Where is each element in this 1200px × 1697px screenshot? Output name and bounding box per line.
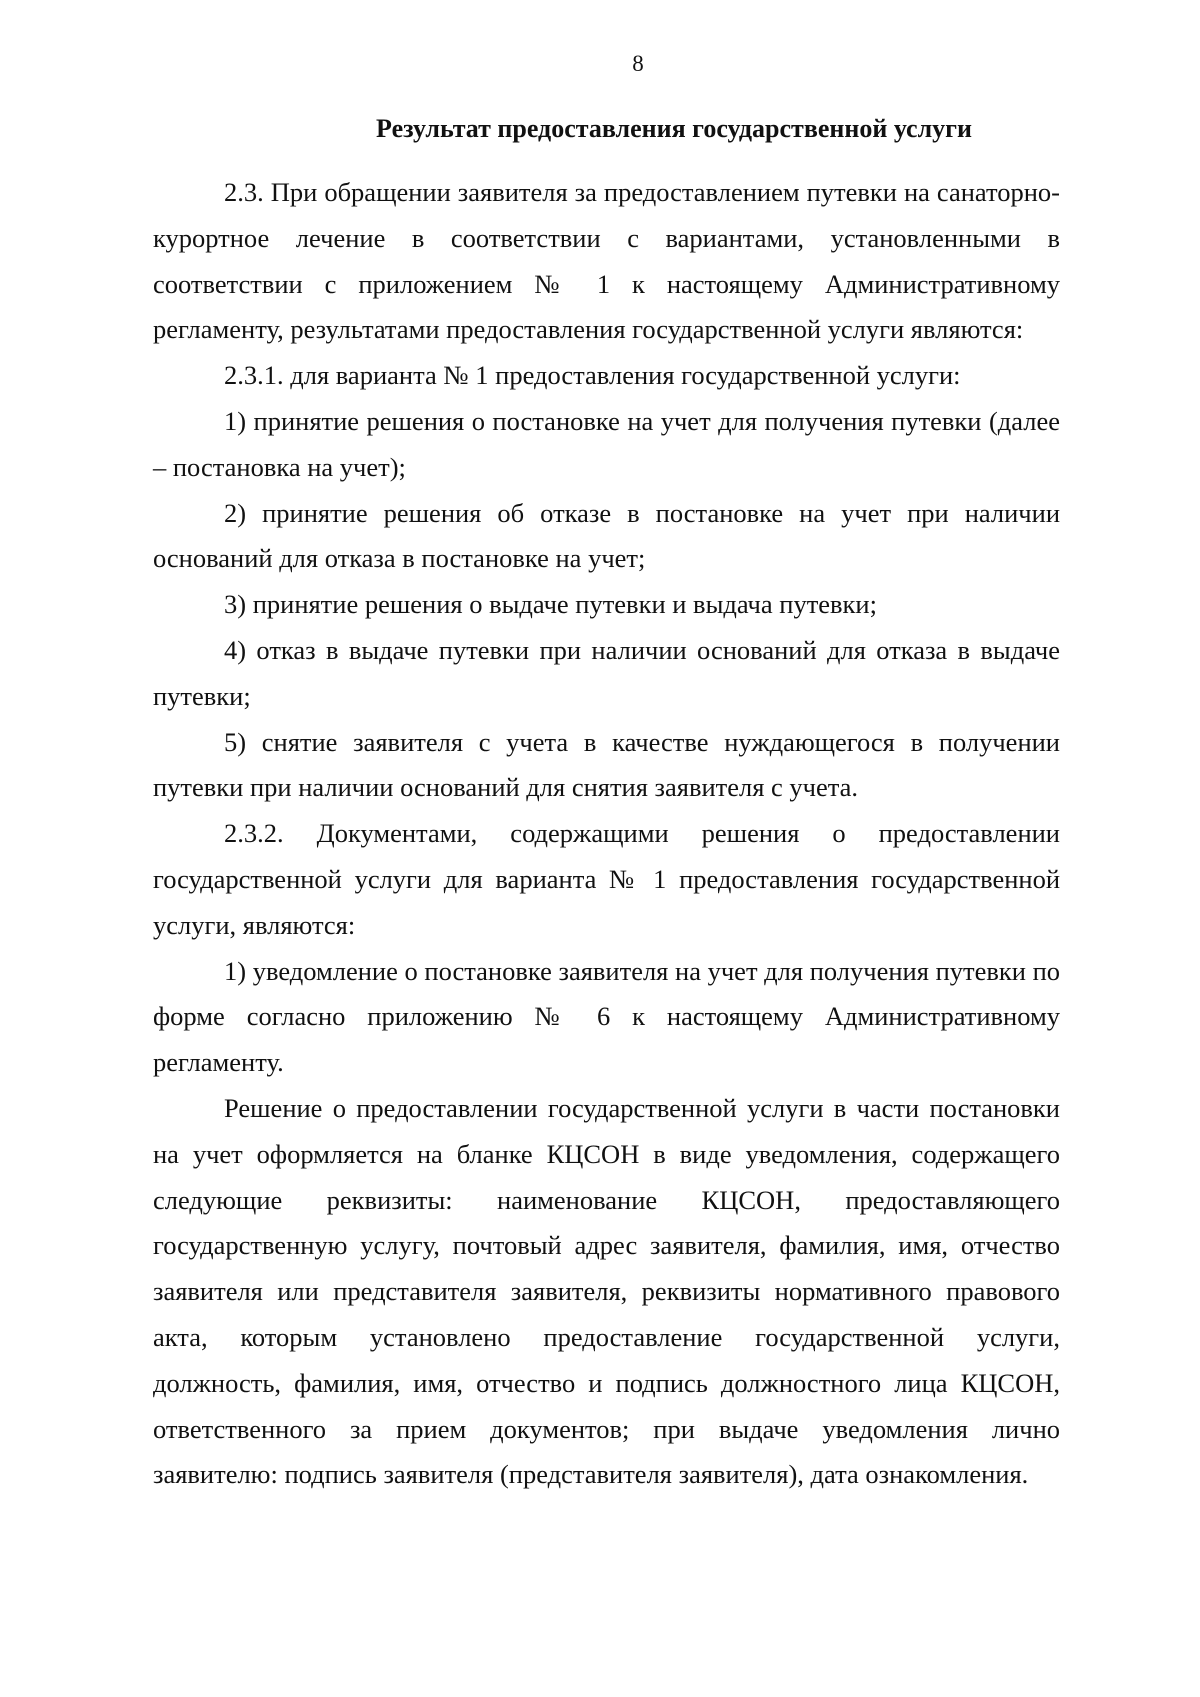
document-body [153, 170, 1060, 1498]
document-list-item-1: 1) уведомление о постановке заявителя на учет для получения путевки по форме согласно приложению № 6 к настоящему Административному регламенту. [153, 955, 1060, 1078]
paragraph-2-3: 2.3. При обращении заявителя за предоставлением путевки на санаторно-курортное лечение в соответствии с вариантами, установленными в соответствии с приложением № 1 к настоящему Административному регламенту, результатами предоставления государственной услуги являются: [153, 177, 1060, 345]
page-number: 8 [632, 51, 644, 76]
paragraph-2-3-2: 2.3.2. Документами, содержащими решения о предоставлении государственной услуги для варианта № 1 предоставления государственной услуги, являются: [153, 818, 1060, 940]
decision-paragraph: Решение о предоставлении государственной услуги в части постановки на учет оформляется на бланке КЦСОН в виде уведомления, содержащего следующие реквизиты: наименование КЦСОН, предоставляющего государственную услугу, почтовый адрес заявителя, фамилия, имя, отчество заявителя или представителя заявителя, реквизиты нормативного правового акта, которым установлено предоставление государственной услуги, должность, фамилия, имя, отчество и подпись должностного лица КЦСОН, ответственного за прием документов; при выдаче уведомления лично заявителю: подпись заявителя (представителя заявителя), дата ознакомления. [153, 1092, 1060, 1490]
list-item-3: 3) принятие решения о выдаче путевки и выдача путевки; [224, 589, 877, 620]
list-item-1: 1) принятие решения о постановке на учет для получения путевки (далее – постановка на учет); [153, 405, 1060, 482]
list-item-5: 5) снятие заявителя с учета в качестве нуждающегося в получении путевки при наличии оснований для снятия заявителя с учета. [153, 726, 1060, 803]
section-title: Результат предоставления государственной услуги [376, 114, 972, 143]
list-item-2: 2) принятие решения об отказе в постановке на учет при наличии оснований для отказа в постановке на учет; [153, 497, 1060, 574]
list-item-4: 4) отказ в выдаче путевки при наличии оснований для отказа в выдаче путевки; [153, 634, 1060, 711]
paragraph-2-3-1: 2.3.1. для варианта № 1 предоставления государственной услуги: [224, 360, 961, 391]
